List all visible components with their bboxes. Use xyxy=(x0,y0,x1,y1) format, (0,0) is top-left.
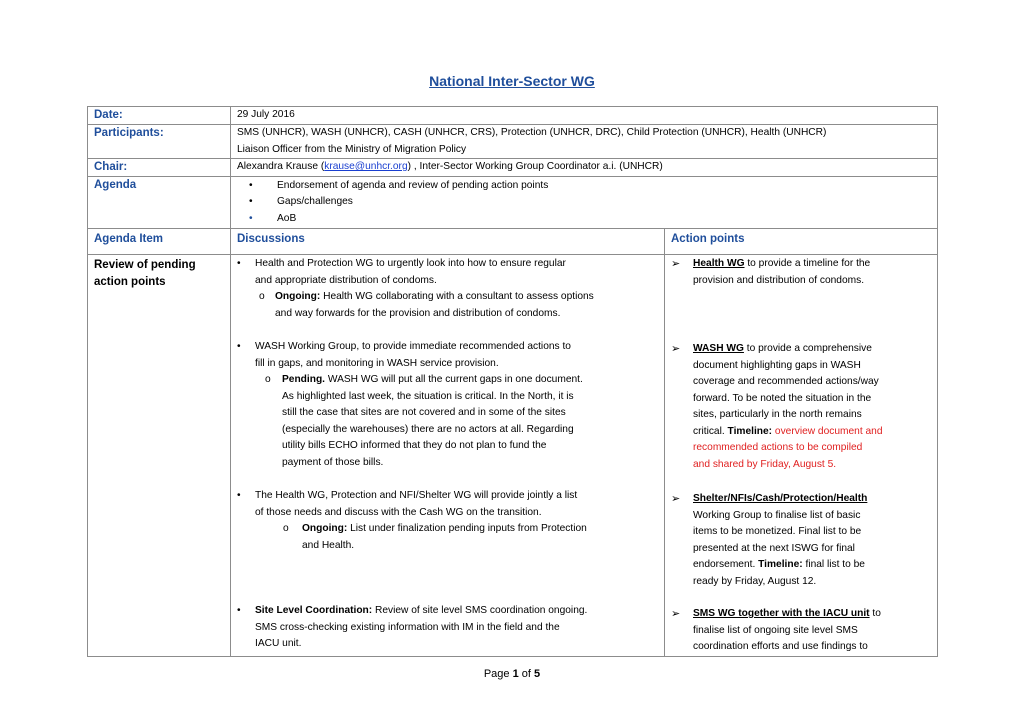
discussion-heading: Site Level Coordination: xyxy=(255,605,373,616)
action-text: ready by Friday, August 12. xyxy=(693,575,817,587)
deadline-text: and shared by Friday, August 5. xyxy=(693,458,837,470)
arrow-bullet-icon: ➢ xyxy=(671,258,681,270)
action-text: to provide a timeline for the xyxy=(744,258,871,269)
arrow-bullet-icon: ➢ xyxy=(671,608,681,620)
status-label: Pending. xyxy=(282,374,326,385)
action-point xyxy=(671,606,931,656)
discussion-point xyxy=(237,256,658,322)
discussion-subpoint xyxy=(255,289,658,322)
discussion-text: Health and Protection WG to urgently look into how to ensure regular xyxy=(255,258,566,269)
action-points-cell xyxy=(665,255,938,657)
date-label: Date: xyxy=(88,107,231,125)
discussion-text: still the case that sites are not covered and in some of the sites xyxy=(282,407,566,418)
action-text: Working Group to finalise list of basic xyxy=(693,509,861,521)
action-text: forward. To be noted the situation in the xyxy=(693,392,872,404)
bullet-icon: • xyxy=(237,258,241,269)
agenda-item: • Gaps/challenges xyxy=(277,194,931,211)
agenda-list xyxy=(237,178,931,228)
action-text: to xyxy=(869,608,881,619)
timeline-label: Timeline: xyxy=(727,425,773,437)
action-point xyxy=(671,341,931,473)
agenda-item-title: action points xyxy=(94,275,166,288)
chair-name: Alexandra Krause ( xyxy=(237,161,325,172)
discussion-text: (especially the warehouses) there are no actors at all. Regarding xyxy=(282,423,574,435)
agenda-item-cell xyxy=(88,255,231,657)
agenda-item-title: Review of pending xyxy=(94,259,196,271)
action-text: endorsement. xyxy=(693,559,759,570)
action-text: items to be monetized. Final list to be xyxy=(693,526,862,537)
action-text: finalise list of ongoing site level SMS xyxy=(693,624,858,636)
arrow-bullet-icon: ➢ xyxy=(671,493,681,505)
discussion-point xyxy=(237,339,658,471)
discussion-text: The Health WG, Protection and NFI/Shelter WG will provide jointly a list xyxy=(255,490,578,501)
discussion-text: As highlighted last week, the situation is critical. In the North, it is xyxy=(282,390,574,402)
action-text: sites, particularly in the north remains xyxy=(693,409,862,420)
bullet-icon: • xyxy=(237,341,241,352)
discussion-point xyxy=(237,488,658,554)
timeline-label: Timeline: xyxy=(758,559,803,570)
header-discussions: Discussions xyxy=(231,229,665,255)
document-title: National Inter-Sector WG xyxy=(429,73,595,89)
chair-email-link[interactable]: krause@unhcr.org xyxy=(324,161,408,172)
discussion-text: Review of site level SMS coordination ongoing. xyxy=(372,605,588,616)
participants-line: SMS (UNHCR), WASH (UNHCR), CASH (UNHCR, CRS), Protection (UNHCR, DRC), Child Protection (UNHCR), Health (UNHCR) xyxy=(237,127,827,138)
discussion-text: fill in gaps, and monitoring in WASH service provision. xyxy=(255,357,499,369)
participants-line: Liaison Officer from the Ministry of Migration Policy xyxy=(237,143,467,155)
participants-value xyxy=(231,125,938,159)
discussion-text: WASH Working Group, to provide immediate recommended actions to xyxy=(255,341,571,352)
bullet-icon: • xyxy=(237,490,241,501)
table-header-row xyxy=(88,229,938,255)
page-total: 5 xyxy=(534,668,541,680)
bullet-icon: • xyxy=(237,605,241,616)
action-text: final list to be xyxy=(802,559,865,570)
agenda-item: • Endorsement of agenda and review of pending action points xyxy=(277,178,931,195)
action-point xyxy=(671,256,931,289)
action-owner: Shelter/NFIs/Cash/Protection/Health xyxy=(693,493,868,504)
action-text: presented at the next ISWG for final xyxy=(693,542,855,554)
agenda-row xyxy=(88,176,938,229)
status-label: Ongoing: xyxy=(302,523,348,534)
page-number: 1 xyxy=(512,668,519,680)
page-of-label: of xyxy=(518,668,535,680)
circle-bullet-icon: o xyxy=(265,374,271,385)
action-owner: WASH WG xyxy=(693,343,744,354)
action-owner: Health WG xyxy=(693,258,745,269)
discussion-text: and way forwards for the provision and distribution of condoms. xyxy=(275,307,561,319)
discussion-subpoint xyxy=(255,521,658,554)
header-action-points: Action points xyxy=(665,229,938,255)
action-text: to provide a comprehensive xyxy=(743,343,872,354)
discussion-text: utility bills ECHO informed that they do not plan to fund the xyxy=(282,440,547,451)
discussion-text: WASH WG will put all the current gaps in one document. xyxy=(325,374,583,385)
arrow-bullet-icon: ➢ xyxy=(671,343,681,355)
agenda-label: Agenda xyxy=(88,176,231,229)
action-text: document highlighting gaps in WASH xyxy=(693,359,861,371)
action-text: provision and distribution of condoms. xyxy=(693,274,865,286)
table-row xyxy=(88,255,938,657)
page-label: Page xyxy=(483,668,513,680)
chair-row xyxy=(88,159,938,177)
status-label: Ongoing: xyxy=(275,291,321,302)
discussion-text: and Health. xyxy=(302,539,355,551)
discussion-point xyxy=(237,603,658,653)
discussion-text: IACU unit. xyxy=(255,638,302,649)
action-text: coverage and recommended actions/way xyxy=(693,376,879,387)
discussion-text: and appropriate distribution of condoms. xyxy=(255,274,437,286)
discussion-text: List under finalization pending inputs from Protection xyxy=(347,523,587,534)
participants-label: Participants: xyxy=(88,125,231,159)
discussion-text: payment of those bills. xyxy=(282,456,384,468)
discussion-text: Health WG collaborating with a consultant to assess options xyxy=(320,291,594,302)
agenda-list-cell xyxy=(231,176,938,229)
circle-bullet-icon: o xyxy=(283,523,289,534)
action-text: coordination efforts and use findings to xyxy=(693,641,868,652)
action-owner: SMS WG together with the IACU unit xyxy=(693,608,870,619)
agenda-item: • AoB xyxy=(277,211,931,228)
minutes-table xyxy=(87,106,938,657)
date-value: 29 July 2016 xyxy=(231,107,938,125)
header-agenda-item: Agenda Item xyxy=(88,229,231,255)
page-footer xyxy=(0,668,1024,680)
discussions-cell xyxy=(231,255,665,657)
deadline-text: overview document and xyxy=(772,425,883,437)
action-text: critical. xyxy=(693,425,728,437)
date-row xyxy=(88,107,938,125)
action-point xyxy=(671,491,931,590)
participants-row xyxy=(88,125,938,159)
chair-label: Chair: xyxy=(88,159,231,177)
circle-bullet-icon: o xyxy=(259,291,265,302)
discussion-subpoint xyxy=(255,372,658,471)
chair-value xyxy=(231,159,938,177)
chair-role: ) , Inter-Sector Working Group Coordinator a.i. (UNHCR) xyxy=(407,161,663,172)
discussion-text: of those needs and discuss with the Cash WG on the transition. xyxy=(255,506,542,518)
deadline-text: recommended actions to be compiled xyxy=(693,442,863,453)
discussion-text: SMS cross-checking existing information with IM in the field and the xyxy=(255,621,560,633)
